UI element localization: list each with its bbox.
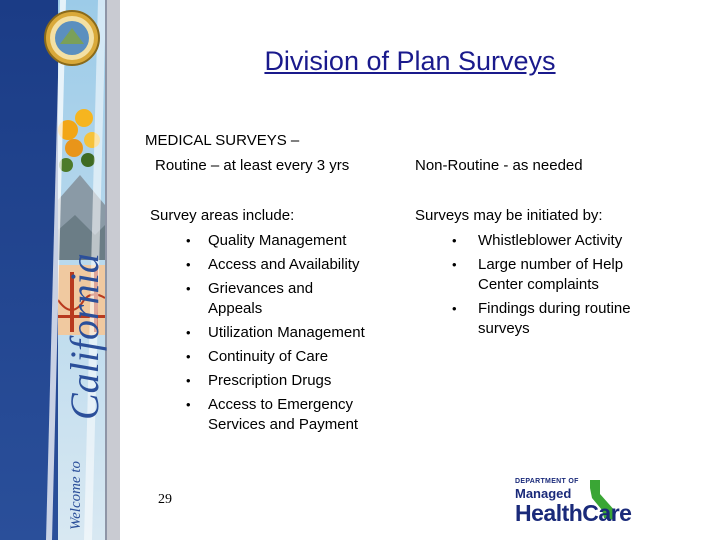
survey-triggers-intro: Surveys may be initiated by: — [415, 207, 603, 224]
survey-areas-list — [150, 231, 400, 435]
list-item: • Large number of Help Center complaints — [452, 256, 624, 293]
california-state-seal — [45, 11, 99, 65]
dmhc-logo — [515, 476, 645, 526]
bullet-icon: • — [452, 257, 457, 272]
page-title: Division of Plan Surveys — [264, 46, 556, 76]
bullet-icon: • — [452, 301, 457, 316]
section-heading: MEDICAL SURVEYS – — [145, 132, 300, 149]
survey-triggers-column — [415, 206, 665, 343]
list-item: • Whistleblower Activity — [452, 232, 623, 249]
logo-managed-text: Managed — [515, 486, 572, 501]
svg-text:Welcome to: Welcome to — [68, 460, 84, 530]
logo-healthcare-text: HealthCare — [515, 500, 632, 526]
routine-label: Routine – at least every 3 yrs — [155, 157, 350, 174]
list-item: • Grievances and Appeals — [186, 280, 314, 317]
bullet-icon: • — [186, 349, 191, 364]
list-item: • Access to Emergency Services and Payment — [186, 396, 359, 433]
list-item: • Continuity of Care — [186, 348, 329, 365]
list-item: • Access and Availability — [186, 256, 360, 273]
bullet-icon: • — [186, 373, 191, 388]
bullet-icon: • — [186, 281, 191, 296]
welcome-to-california-banner — [0, 0, 120, 540]
list-item: • Prescription Drugs — [186, 372, 332, 389]
list-item: • Utilization Management — [186, 324, 365, 341]
bullet-icon: • — [186, 325, 191, 340]
list-item: • Quality Management — [186, 232, 347, 249]
logo-department-text: DEPARTMENT OF — [515, 478, 579, 485]
survey-areas-intro: Survey areas include: — [150, 207, 295, 224]
page-number: 29 — [158, 492, 172, 507]
svg-text:California: California — [62, 253, 107, 420]
list-item: • Findings during routine surveys — [452, 300, 631, 337]
survey-triggers-list — [415, 231, 665, 339]
bullet-icon: • — [186, 233, 191, 248]
bullet-icon: • — [186, 257, 191, 272]
bullet-icon: • — [186, 397, 191, 412]
survey-areas-column — [150, 206, 400, 439]
bullet-icon: • — [452, 233, 457, 248]
nonroutine-label: Non-Routine - as needed — [415, 157, 583, 174]
